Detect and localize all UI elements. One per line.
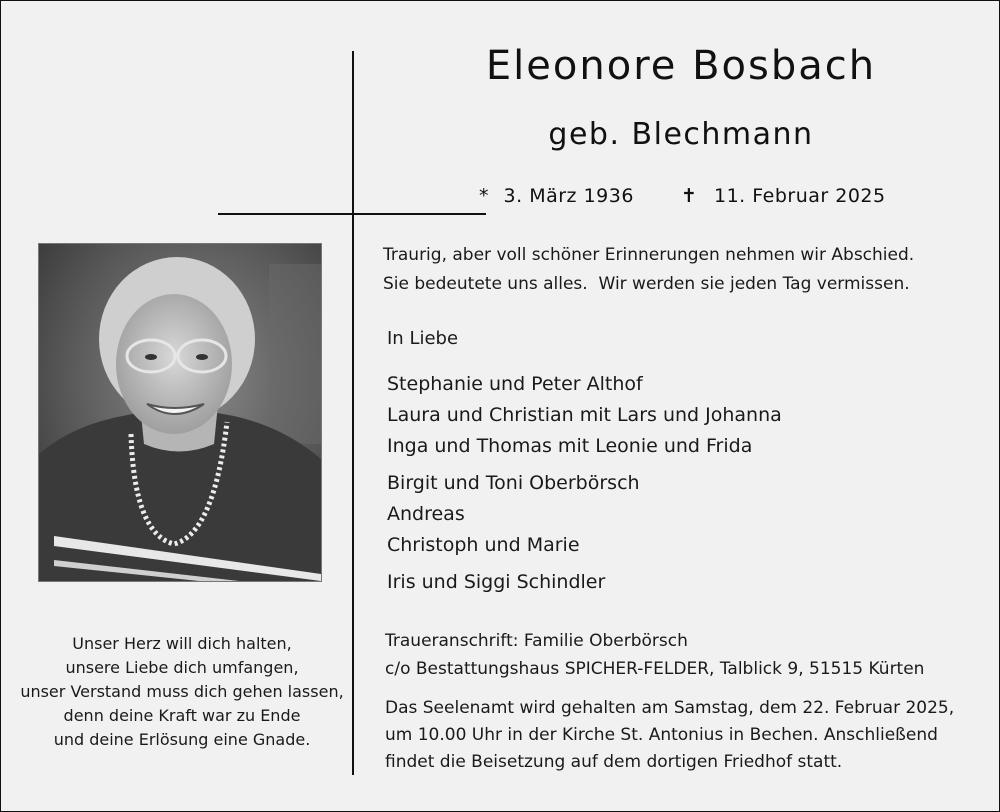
life-dates: [479, 185, 886, 207]
mourner: Stephanie und Peter Althof: [387, 373, 643, 395]
poem-line: und deine Erlösung eine Gnade.: [53, 730, 311, 749]
poem-line: unser Verstand muss dich gehen lassen,: [20, 682, 344, 701]
poem-line: denn deine Kraft war zu Ende: [63, 706, 301, 725]
service-information: [385, 695, 954, 776]
mourner: Laura und Christian mit Lars und Johanna: [387, 404, 782, 426]
death-cross-icon: ✝: [681, 185, 698, 207]
poem-line: unsere Liebe dich umfangen,: [65, 658, 299, 677]
portrait-photo: [38, 243, 322, 582]
address-line: Traueranschrift: Familie Oberbörsch: [385, 631, 688, 651]
poem-line: Unser Herz will dich halten,: [72, 634, 292, 653]
in-love-heading: In Liebe: [387, 328, 459, 349]
maiden-name: geb. Blechmann: [548, 117, 814, 152]
farewell-text: [383, 241, 914, 299]
mourning-address: [385, 627, 924, 683]
mourner: Iris und Siggi Schindler: [387, 571, 606, 593]
mourner: Birgit und Toni Oberbörsch: [387, 472, 640, 494]
birth-star-icon: *: [479, 185, 489, 207]
deceased-name: Eleonore Bosbach: [485, 43, 877, 89]
mourner: Christoph und Marie: [387, 534, 580, 556]
cross-horizontal-bar: [218, 213, 486, 215]
farewell-line: Traurig, aber voll schöner Erinnerungen nehmen wir Abschied.: [383, 245, 915, 265]
farewell-line: Sie bedeutete uns alles. Wir werden sie jeden Tag vermissen.: [383, 274, 910, 294]
address-line: c/o Bestattungshaus SPICHER-FELDER, Talblick 9, 51515 Kürten: [385, 659, 925, 679]
birth-date: 3. März 1936: [503, 185, 634, 207]
poem: [5, 632, 359, 752]
service-line: findet die Beisetzung auf dem dortigen Friedhof statt.: [385, 752, 843, 772]
mourners-list: [387, 369, 782, 598]
mourner: Andreas: [387, 503, 465, 525]
service-line: Das Seelenamt wird gehalten am Samstag, dem 22. Februar 2025,: [385, 698, 955, 718]
mourner: Inga und Thomas mit Leonie und Frida: [387, 435, 753, 457]
service-line: um 10.00 Uhr in der Kirche St. Antonius in Bechen. Anschließend: [385, 725, 938, 745]
death-date: 11. Februar 2025: [714, 185, 886, 207]
